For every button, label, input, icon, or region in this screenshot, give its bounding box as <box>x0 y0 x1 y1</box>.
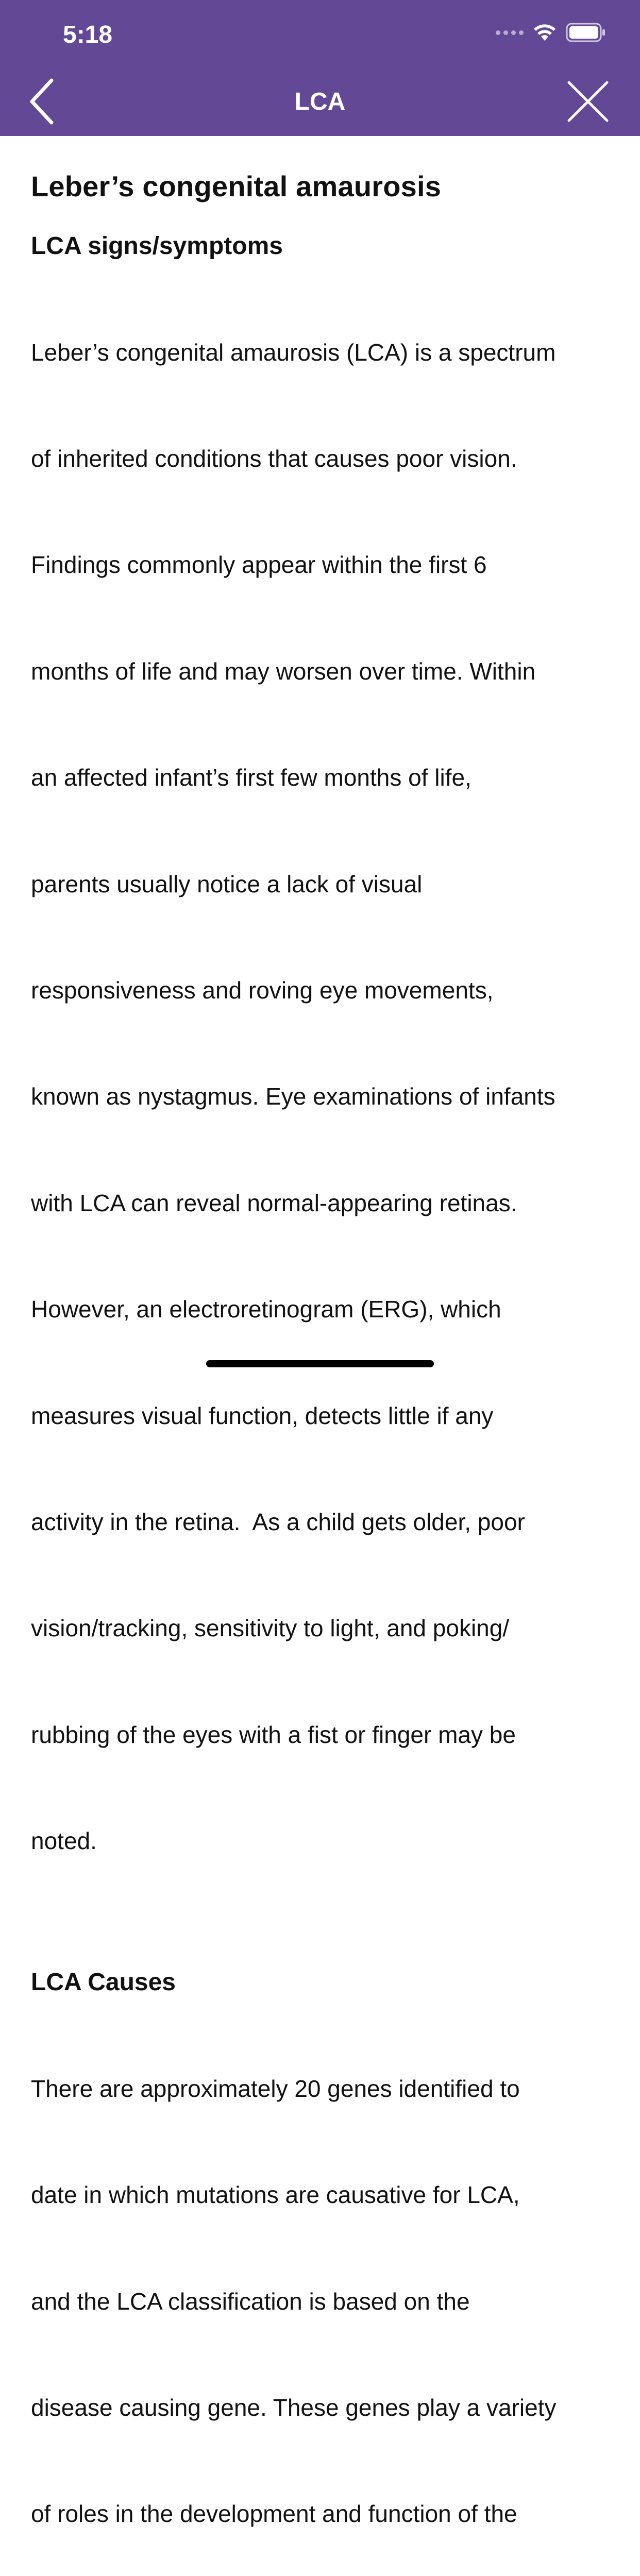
text-line: an affected infant’s first few months of life, <box>31 764 471 791</box>
section-body <box>31 264 613 1929</box>
nav-title: LCA <box>294 88 346 115</box>
section-signs-symptoms <box>31 229 613 1929</box>
text-line: However, an electroretinogram (ERG), which <box>31 1296 501 1323</box>
text-line: noted. <box>31 1827 97 1855</box>
text-line: of roles in the development and function of the <box>31 2500 517 2528</box>
text-line: responsiveness and roving eye movements, <box>31 976 494 1004</box>
section-spacer <box>31 1929 613 1965</box>
text-line: There are approximately 20 genes identified to <box>31 2075 520 2102</box>
section-causes <box>31 1965 613 2576</box>
close-icon[interactable] <box>567 80 609 123</box>
text-line: with LCA can reveal normal-appearing retinas. <box>31 1189 517 1216</box>
text-line: disease causing gene. These genes play a variety <box>31 2394 557 2421</box>
wifi-icon <box>533 23 557 42</box>
text-line: Findings commonly appear within the first 6 <box>31 551 487 579</box>
home-indicator[interactable] <box>206 1360 434 1367</box>
text-line: rubbing of the eyes with a fist or finger may be <box>31 1721 516 1748</box>
text-line: of inherited conditions that causes poor vision. <box>31 445 517 472</box>
text-line: parents usually notice a lack of visual <box>31 870 423 897</box>
text-line: and the LCA classification is based on the <box>31 2287 470 2315</box>
section-heading: LCA Causes <box>31 1969 176 1996</box>
text-line: known as nystagmus. Eye examinations of infants <box>31 1083 555 1110</box>
text-line: activity in the retina. As a child gets older, poor <box>31 1508 525 1535</box>
text-line: months of life and may worsen over time. Within <box>31 657 536 685</box>
section-body <box>31 2000 613 2576</box>
text-line: measures visual function, detects little if any <box>31 1402 494 1429</box>
app-header <box>0 0 640 136</box>
cellular-signal-icon <box>496 30 524 35</box>
battery-icon <box>566 23 606 42</box>
article-title: Leber’s congenital amaurosis <box>31 170 442 202</box>
text-line: date in which mutations are causative for LCA, <box>31 2181 520 2209</box>
article-content <box>31 166 613 2576</box>
text-line: vision/tracking, sensitivity to light, and poking/ <box>31 1615 510 1642</box>
text-line: Leber’s congenital amaurosis (LCA) is a spectrum <box>31 338 556 366</box>
status-time: 5:18 <box>63 21 113 48</box>
status-indicators <box>496 23 606 42</box>
section-heading: LCA signs/symptoms <box>31 232 283 260</box>
